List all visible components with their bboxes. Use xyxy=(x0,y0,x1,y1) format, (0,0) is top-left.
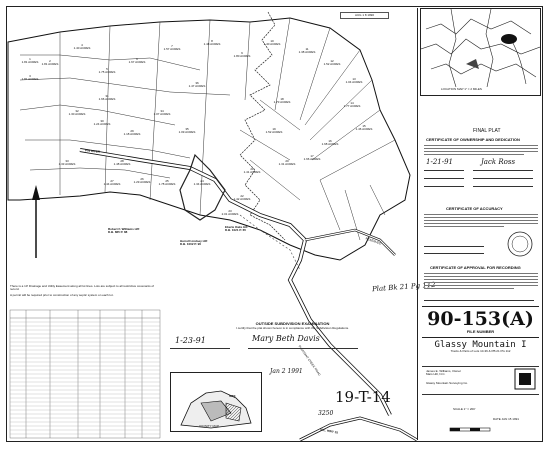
lot-number: 27 xyxy=(110,179,114,183)
plat-notes xyxy=(10,285,160,297)
pin-river-label: PIN RIVER xyxy=(84,148,101,154)
lot-number: 19 xyxy=(272,127,276,131)
subdivision-exam-block xyxy=(170,321,415,345)
lot-label xyxy=(230,195,254,202)
lot-number: 23 xyxy=(228,209,232,213)
note-2: A permit will be required prior to construction of any septic system on each lot. xyxy=(10,292,114,297)
lot-area: 1.48 ACRES xyxy=(113,162,131,167)
final-plat-title: FINAL PLAT xyxy=(473,128,501,134)
location-map-drawing xyxy=(421,9,540,87)
lot-area: 1.77 ACRES xyxy=(343,104,361,109)
lot-area: 1.18 ACRES xyxy=(123,132,141,137)
file-number-label: FILE NUMBER xyxy=(466,329,495,334)
owner-block: James E. Williams, Owner Mars Hill, N.C. xyxy=(426,369,462,377)
lot-label xyxy=(200,40,224,47)
lot-number: 10 xyxy=(270,39,274,43)
lot-lines xyxy=(20,18,395,240)
ownership-date: 1-21-91 xyxy=(426,158,453,166)
lot-number: 35 xyxy=(185,127,189,131)
lot-label xyxy=(120,130,144,137)
surveyor-logo xyxy=(514,368,536,390)
exam-signature: Mary Beth Davis xyxy=(252,334,320,343)
lot-label xyxy=(318,140,342,147)
vicinity-map-drawing xyxy=(171,373,261,431)
lot-number: 16 xyxy=(328,139,332,143)
lot-number: 32 xyxy=(75,109,79,113)
lot-number: 15 xyxy=(362,124,366,128)
lot-label xyxy=(55,160,79,167)
lot-label xyxy=(320,60,344,67)
lot-label xyxy=(130,178,154,185)
lot-label xyxy=(185,82,209,89)
lot-area: 1.78 ACRES xyxy=(158,182,176,187)
lot-number: 5 xyxy=(106,67,108,71)
lot-number: 18 xyxy=(280,97,284,101)
accuracy-title: CERTIFICATE OF ACCURACY xyxy=(446,206,503,211)
lot-area: 1.47 ACRES xyxy=(188,84,206,89)
lot-label xyxy=(150,110,174,117)
subdivision-subtitle: Tracts & Parts of Lots 10-36 & PB 21 PG 112 xyxy=(450,349,511,353)
plat-reference: Plat Bk 21 Pg 112 xyxy=(371,280,436,294)
subdivision-exam-body: I certify that the plat shown hereon is in compliance with the Subdivision Regulations. xyxy=(236,325,349,330)
lot-number: 20 xyxy=(285,159,289,163)
lot-number: 29 xyxy=(130,129,134,133)
owner-label-3: Eberle Oaks H/F D.B. 1021 P. 65 xyxy=(225,225,249,233)
lot-number: 34 xyxy=(160,109,164,113)
note-1: There is a 10' Drainage and Utility Easement along all lot lines. Lots are subject to all restrictive covenants of record. xyxy=(10,284,154,292)
vicinity-caption: VICINITY MAP xyxy=(199,424,219,428)
lot-label xyxy=(18,75,42,82)
lot-label xyxy=(275,160,299,167)
lot-area: 1.34 ACRES xyxy=(193,182,211,187)
lot-number: 11 xyxy=(305,47,309,51)
lot-label xyxy=(70,44,94,51)
lot-label xyxy=(110,160,134,167)
exam-date: 1-23-91 xyxy=(175,336,206,345)
lot-label xyxy=(295,48,319,55)
lot-area: 1.80 ACRES xyxy=(233,54,251,59)
lot-label xyxy=(38,60,62,67)
lot-number: 4 xyxy=(81,43,83,47)
lot-number: 21 xyxy=(250,167,254,171)
lot-area: 1.66 ACRES xyxy=(303,157,321,162)
lot-area: 1.42 ACRES xyxy=(233,197,251,202)
lot-label xyxy=(352,125,376,132)
file-number: 90-153(A) xyxy=(427,308,534,330)
page-mark: 3250 xyxy=(318,410,334,417)
lot-number: 8 xyxy=(211,39,213,43)
ownership-title: CERTIFICATE OF OWNERSHIP AND DEDICATION xyxy=(426,137,520,142)
recording-stamp xyxy=(340,12,389,19)
lot-label xyxy=(260,40,284,47)
lot-area: 1.67 ACRES xyxy=(128,60,146,65)
north-arrow xyxy=(32,185,40,258)
owner-label-1: Robert F. Williams H/F D.B. 865 P. 88 xyxy=(108,227,140,235)
lot-area: 1.40 ACRES xyxy=(73,46,91,51)
lot-area: 1.48 ACRES xyxy=(203,42,221,47)
lot-label xyxy=(300,155,324,162)
scale-label: SCALE 1" = 200' xyxy=(453,407,476,411)
lot-area: 1.33 ACRES xyxy=(58,162,76,167)
lot-label xyxy=(95,68,119,75)
lot-label xyxy=(90,120,114,127)
lot-area: 1.66 ACRES xyxy=(98,97,116,102)
road-right-label: RESERVED xyxy=(365,236,382,246)
date-mark: Jan 2 1991 xyxy=(270,368,303,375)
lot-area: 1.81 ACRES xyxy=(41,62,59,67)
title-panel xyxy=(417,8,543,440)
lot-number: 13 xyxy=(352,77,356,81)
lot-label xyxy=(340,102,364,109)
lot-number: 26 xyxy=(140,177,144,181)
lot-area: 1.46 ACRES xyxy=(355,127,373,132)
subdivision-boundary xyxy=(8,18,410,260)
lot-number: 17 xyxy=(310,154,314,158)
lot-number: 24 xyxy=(200,179,204,183)
location-map xyxy=(420,8,541,96)
lot-area: 1.73 ACRES xyxy=(273,100,291,105)
lot-area: 1.57 ACRES xyxy=(163,47,181,52)
lot-area: 1.07 ACRES xyxy=(153,112,171,117)
lot-label xyxy=(240,168,264,175)
highway-label: N.C. HWY 15 xyxy=(319,427,339,435)
lot-area: 2.01 ACRES xyxy=(221,212,239,217)
lot-label xyxy=(230,52,254,59)
vicinity-site-label: SITE xyxy=(229,394,236,398)
subdivision-exam-title: OUTSIDE SUBDIVISION EXAMINATION xyxy=(255,321,330,326)
lot-area: 1.40 ACRES xyxy=(263,42,281,47)
lot-area: 1.52 ACRES xyxy=(265,130,283,135)
lot-area: 1.38 ACRES xyxy=(298,50,316,55)
lot-number: 33 xyxy=(65,159,69,163)
lot-area: 1.31 ACRES xyxy=(278,162,296,167)
lot-label xyxy=(218,210,242,217)
date-label: DATE JAN 15 1991 xyxy=(493,417,519,421)
lot-number: 9 xyxy=(241,51,243,55)
lot-number: 28 xyxy=(120,159,124,163)
lot-area: 1.30 ACRES xyxy=(68,112,86,117)
lot-number: 12 xyxy=(330,59,334,63)
main-road-label: PLEASANT CREEK ROAD xyxy=(297,344,322,377)
lot-label xyxy=(65,110,89,117)
lot-number: 14 xyxy=(350,101,354,105)
lot-number: 6 xyxy=(136,57,138,61)
lot-number: 7 xyxy=(171,44,173,48)
lot-label xyxy=(100,180,124,187)
lot-label xyxy=(190,180,214,187)
lot-number: 31 xyxy=(105,94,109,98)
lot-area: 1.81 ACRES xyxy=(21,60,39,65)
ownership-signature: Jack Ross xyxy=(481,158,516,166)
lot-label xyxy=(342,78,366,85)
owner-label-2: Hurrell Lindsey H/F D.B. 1002 P. 96 xyxy=(180,239,208,247)
lot-area: 1.04 ACRES xyxy=(345,80,363,85)
lot-number: 36 xyxy=(195,81,199,85)
lot-area: 1.29 ACRES xyxy=(133,180,151,185)
subdivision-title-block xyxy=(422,340,539,353)
lot-number: 25 xyxy=(165,179,169,183)
sheet-code: 19-T-14 xyxy=(335,388,391,406)
lot-number: 2 xyxy=(49,59,51,63)
lot-area: 1.24 ACRES xyxy=(93,122,111,127)
surveyor-block: Glassy Mountain Surveying Co. xyxy=(426,381,469,385)
lot-area: 1.52 ACRES xyxy=(323,62,341,67)
lot-label xyxy=(175,128,199,135)
lot-label xyxy=(160,45,184,52)
lot-label xyxy=(95,95,119,102)
lot-number: 22 xyxy=(240,194,244,198)
lot-label xyxy=(125,58,149,65)
lot-label xyxy=(262,128,286,135)
stamp-line-4: AUG 1 8 1990 xyxy=(354,13,374,17)
lot-area: 1.81 ACRES xyxy=(21,77,39,82)
lot-label xyxy=(155,180,179,187)
lot-area: 1.41 ACRES xyxy=(243,170,261,175)
surveyor-seal xyxy=(506,230,534,258)
vicinity-map xyxy=(170,372,262,432)
file-number-block xyxy=(422,306,539,338)
lot-area: 1.68 ACRES xyxy=(321,142,339,147)
lot-area: 1.44 ACRES xyxy=(103,182,121,187)
lot-number: 30 xyxy=(100,119,104,123)
lot-number: 1 xyxy=(29,57,31,61)
subdivision-name: Glassy Mountain I xyxy=(434,340,527,350)
lot-area: 1.75 ACRES xyxy=(98,70,116,75)
location-map-caption: LOCATION MAP 1" = 2 MILES xyxy=(441,87,482,91)
highway xyxy=(300,418,417,440)
lot-area: 1.09 ACRES xyxy=(178,130,196,135)
approval-title: CERTIFICATE OF APPROVAL FOR RECORDING xyxy=(430,265,521,270)
lot-label xyxy=(270,98,294,105)
lot-number: 3 xyxy=(29,74,31,78)
